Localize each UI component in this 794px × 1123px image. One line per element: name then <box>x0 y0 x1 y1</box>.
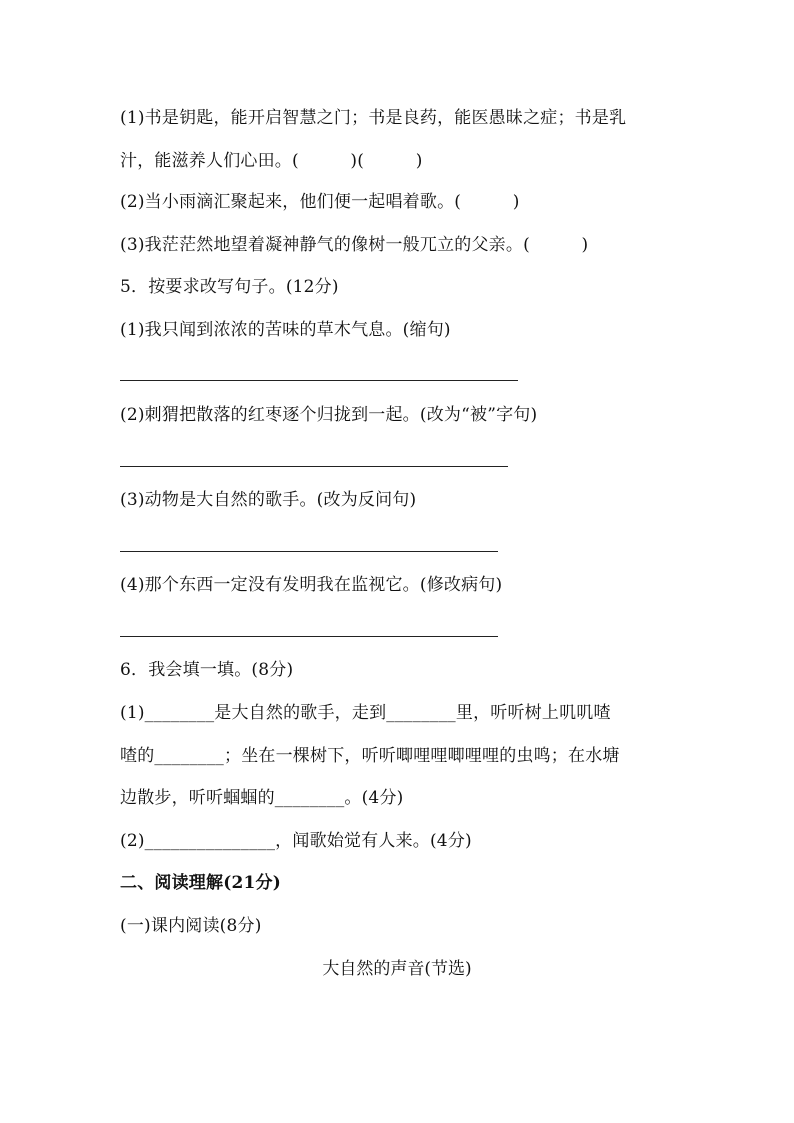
subsection-heading: (一)课内阅读(8分) <box>120 916 262 936</box>
line-q5-4: (4)那个东西一定没有发明我在监视它。(修改病句) <box>120 575 503 595</box>
line-q6-1c: 边散步，听听蝈蝈的________。(4分) <box>120 788 404 808</box>
line-q4-1b: 汁，能滋养人们心田。( )( ) <box>120 151 423 171</box>
section-2-heading: 二、阅读理解(21分) <box>120 873 281 893</box>
answer-line-q5-2[interactable] <box>120 466 508 467</box>
answer-line-q5-1[interactable] <box>120 380 518 381</box>
question-5-heading: 5．按要求改写句子。(12分) <box>120 277 339 297</box>
line-q6-1a: (1)________是大自然的歌手，走到________里，听听树上叽叽喳 <box>120 703 611 723</box>
line-q6-2: (2)_______________，闻歌始觉有人来。(4分) <box>120 831 472 851</box>
line-q4-2: (2)当小雨滴汇聚起来，他们便一起唱着歌。( ) <box>120 192 520 212</box>
line-q5-3: (3)动物是大自然的歌手。(改为反问句) <box>120 490 417 510</box>
passage-title: 大自然的声音(节选) <box>322 959 472 979</box>
line-q4-1a: (1)书是钥匙，能开启智慧之门；书是良药，能医愚昧之症；书是乳 <box>120 108 627 128</box>
line-q6-1b: 喳的________；坐在一棵树下，听听唧哩哩唧哩哩的虫鸣；在水塘 <box>120 746 620 766</box>
line-q5-1: (1)我只闻到浓浓的苦味的草木气息。(缩句) <box>120 320 451 340</box>
line-q4-3: (3)我茫茫然地望着凝神静气的像树一般兀立的父亲。( ) <box>120 235 589 255</box>
question-6-heading: 6．我会填一填。(8分) <box>120 660 294 680</box>
answer-line-q5-3[interactable] <box>120 551 498 552</box>
line-q5-2: (2)刺猬把散落的红枣逐个归拢到一起。(改为“被”字句) <box>120 405 538 425</box>
answer-line-q5-4[interactable] <box>120 636 498 637</box>
